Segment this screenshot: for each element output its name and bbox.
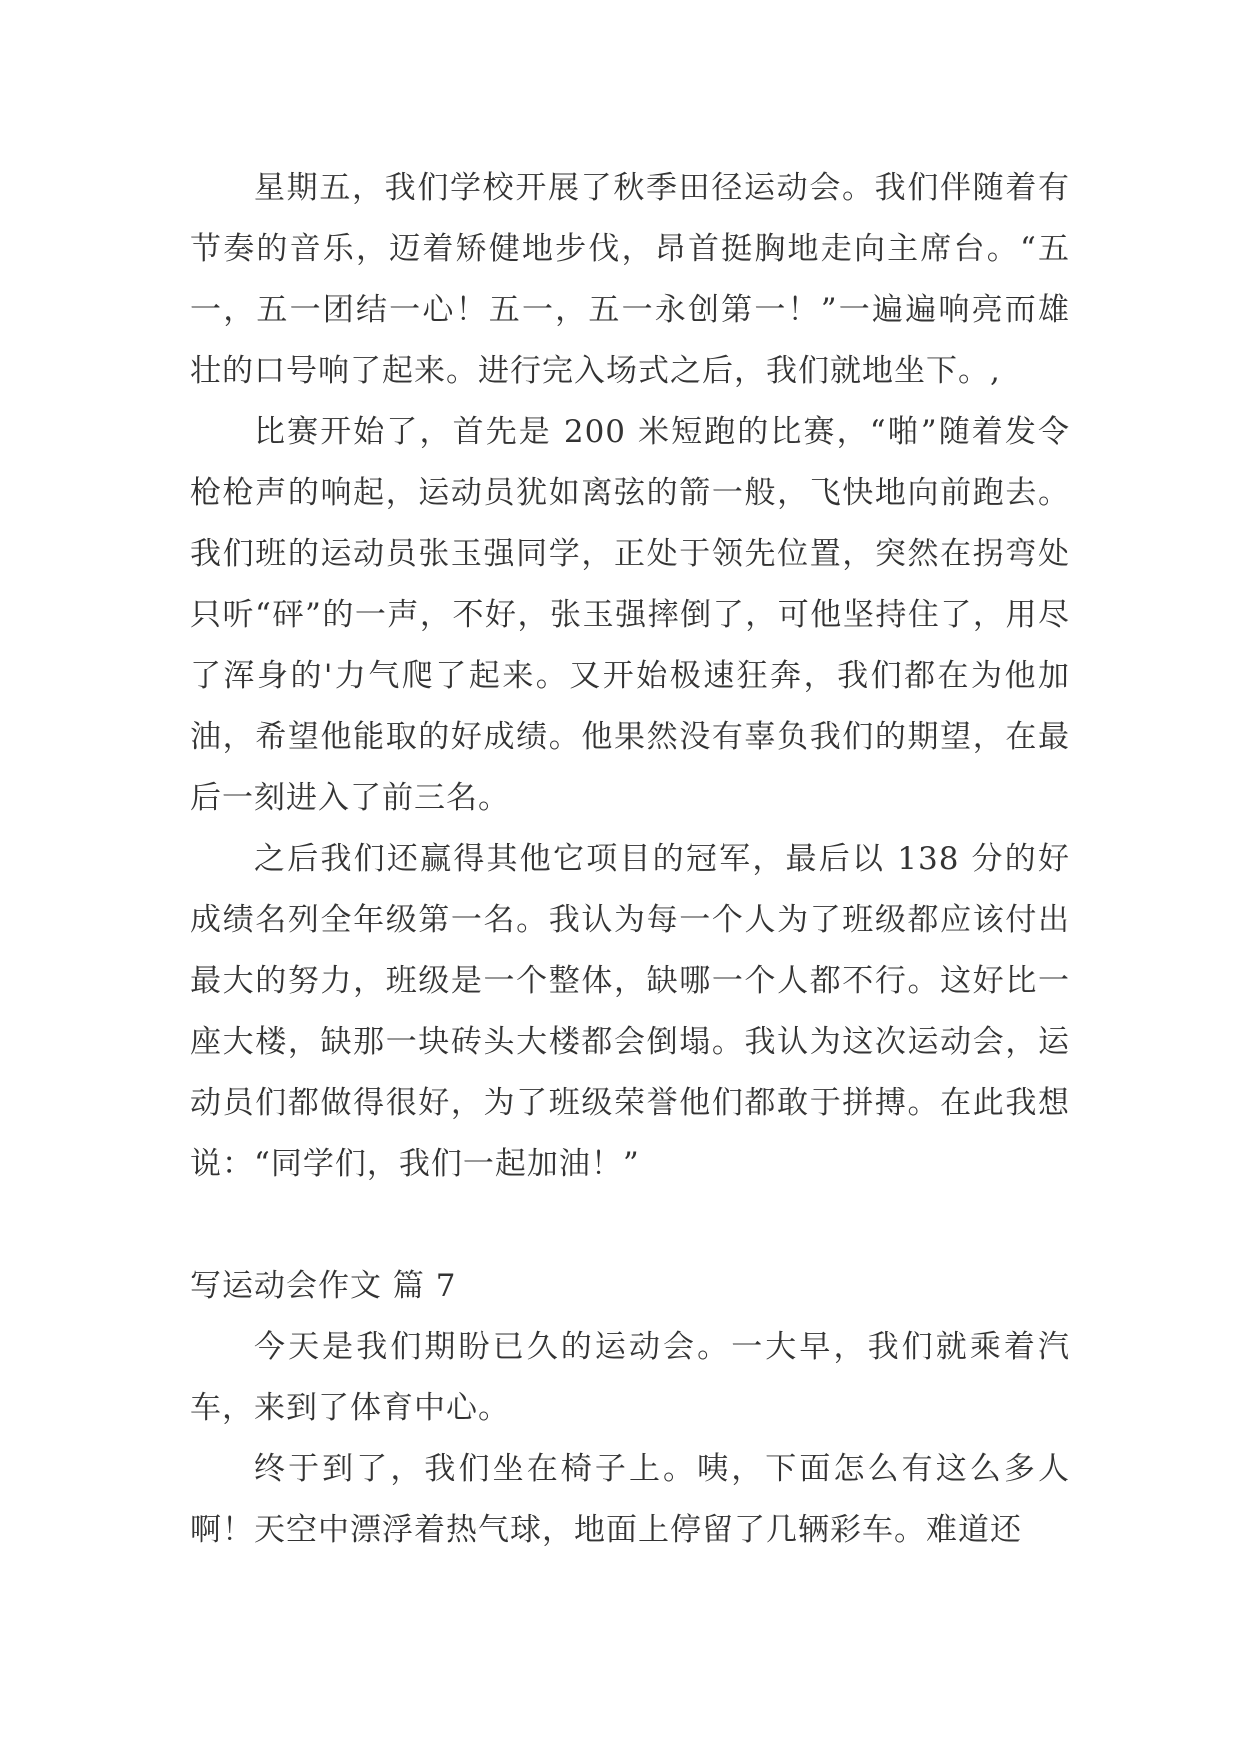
paragraph: 今天是我们期盼已久的运动会。一大早，我们就乘着汽车，来到了体育中心。	[190, 1329, 1070, 1426]
section-heading: 写运动会作文 篇 7	[190, 1268, 457, 1304]
paragraph: 之后我们还赢得其他它项目的冠军，最后以 138 分的好成绩名列全年级第一名。我认为每一个人为了班级都应该付出最大的努力，班级是一个整体，缺哪一个人都不行。这好比一座大楼，缺那一块砖头大楼都会倒塌。我认为这次运动会，运动员们都做得很好，为了班级荣誉他们都敢于拼搏。在此我想说：“同学们，我们一起加油！”	[190, 841, 1070, 1182]
paragraph: 星期五，我们学校开展了秋季田径运动会。我们伴随着有节奏的音乐，迈着矫健地步伐，昂首挺胸地走向主席台。“五一，五一团结一心！五一，五一永创第一！”一遍遍响亮而雄壮的口号响了起来。进行完入场式之后，我们就地坐下。,	[190, 170, 1070, 389]
paragraph: 比赛开始了，首先是 200 米短跑的比赛，“啪”随着发令枪枪声的响起，运动员犹如离弦的箭一般，飞快地向前跑去。我们班的运动员张玉强同学，正处于领先位置，突然在拐弯处只听“砰”的一声，不好，张玉强摔倒了，可他坚持住了，用尽了浑身的'力气爬了起来。又开始极速狂奔，我们都在为他加油，希望他能取的好成绩。他果然没有辜负我们的期望，在最后一刻进入了前三名。	[190, 414, 1070, 816]
document-body	[190, 158, 1070, 1561]
paragraph: 终于到了，我们坐在椅子上。咦，下面怎么有这么多人啊！天空中漂浮着热气球，地面上停留了几辆彩车。难道还	[190, 1451, 1070, 1548]
